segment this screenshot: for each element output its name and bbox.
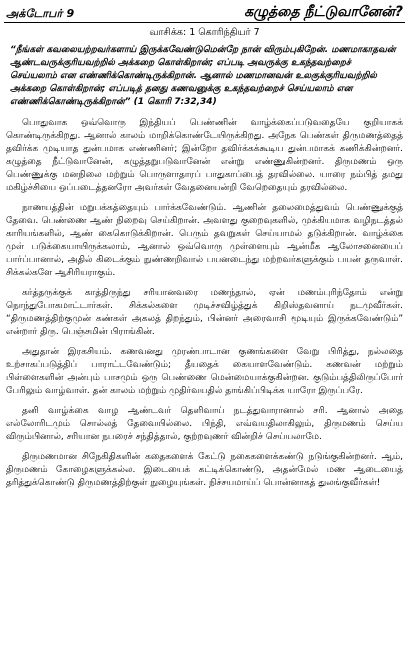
body-paragraph: கர்த்தருக்குக் காத்திருந்து சரியானவரை மணந்தால், ஏன் மணம்புரிந்தோம் என்று நொந்துபோகமாட்டார்கள். சிக்கல்களை முடிச்சவிழ்த்துக் கிறிஸ்தவனாய் நடமுவீர்கள். “திருமணத்திற்குமுன் கண்கள் அகலத் திறந்தும், பின்னர் அரைவாசி மூடியும் இருக்கவேண்டும்” என்றார் திரு. பெஞ்சமின் பிராங்கின். (6, 288, 403, 337)
key-verse: “நீங்கள் கவலையற்றவர்களாய் இருக்கவேண்டுமென்றே நான் விரும்புகிறேன். மணமாகாதவன் ஆண்டவருக்குரியவற்றில் அக்கறை கொள்கிறான்; எப்படி அவருக்கு உகந்தவற்றைச் செய்யலாம் என எண்ணிக்கொண்டிருக்கிறான். ஆனால் மணமானவன் உலகுக்குரியவற்றில் அக்கறை கொள்கிறான்; எப்படித் தனது கணவனுக்கு உகந்தவற்றைச் செய்யலாம் என எண்ணிக்கொண்டிருக்கிறான்” (1 கொரி 7:32,34) (10, 45, 396, 107)
body-paragraph: நாணயத்தின் மறுபக்கத்தையும் பார்க்கவேண்டும். ஆணின் தலைமைத்துவம் பெண்ணுக்குத் தேவை. பெண்ணை ஆண் நிறைவு செய்கிறான். அவளது குறைவுகளில், முக்கியமாக வழிநடத்தல் காரியங்களில், ஆண் கைகொடுக்கிறான். பெரும் தவறுகள் செய்யாமல் தடுக்கிறான். வாழ்க்கை முள் படுக்கையாயிருக்கலாம், ஆனால் ஒவ்வொரு முள்ளையும் ஆன்மீக ஆலோசனையைப் பார்ப்பானால், அதில் கிடைக்கும் நுண்ணறிவால் பயனடைந்து மற்றவர்களுக்கும் பயன் தருவாள். சிக்கல்களே ஆசிரியராகும். (6, 203, 403, 278)
header-divider (4, 22, 405, 23)
body-paragraph: தனி வாழ்க்கை வாழ ஆண்டவர் தெளிவாய் நடத்துவாரானால் சரி. ஆனால் அதை எல்லோரிடமும் சொல்லத் தேவையில்லை. பிந்தி, எவ்வயதிலாகிலும், திருமணம் செய்ய விரும்பினால், சரியான நபரைச் சந்தித்தால், குற்றவுணர் வின்றிச் செய்யலாமே. (6, 406, 403, 442)
body-paragraph: திருமணமான சிநேகிதிகளின் கதைகளைக் கேட்டு நகைகளைக்கண்டு நடுங்குகின்றனர். ஆம், திருமணம் கோழைகளுக்கல்ல. இடையைக் கட்டிக்கொண்டு, அதன்மேல் மண ஆடையைத் தரித்துக்கொண்டு திருமணத்திற்குள் நுழையுங்கள். நிச்சயமாய்ப் பொன்னாகத் துலங்குவீர்கள்! (6, 452, 403, 488)
page-header (4, 0, 405, 22)
body-paragraph: பொதுவாக ஒவ்வொரு இந்தியப் பெண்ணின் வாழ்க்கைப்படுவதையே குறியாகக் கொண்டிருக்கிறது. ஆனால் காலம் மாறிக்கொண்டேயிருக்கிறது. அநேக பெண்கள் திருமணத்தைத் தவிர்க்க முடியாத துன்பமாக எண்ணினர்; இன்றோ தவிர்க்கக்கூடிய துன்பமாகக் கணிக்கின்றனர். கழுத்தை நீட்டுவானேன், கழுத்தறுபடுவானேன் என்று எண்ணுகின்றனர். திருமணம் ஒரு பெண்ணுக்கு மனநிலை மற்றும் பொருளாதாரப் பாதுகாப்பைத் தரவில்லை. யாரை நம்பித் தமது மகிழ்ச்சியை ஒப்படைத்தனரோ அவர்கள் வேதனையன்றி வேறெதையும் தரவில்லை. (6, 118, 403, 193)
page-title: கழுத்தை நீட்டுவானேன்? (244, 4, 403, 20)
page-date: அக்டோபர் 9 (6, 7, 75, 20)
body-paragraph: அதுதான் இரகசியம். கணவனது முரண்பாடான குணங்களை வேறு பிரித்து, நல்லதை உற்சாகப்படுத்திப் பாராட்டவேண்டும்; தீயதைக் கையாளவேண்டும். கணவன் மற்றும் பிள்ளைகளின் அன்பும் பாசமும் ஒரு பெண்ணை மென்மையாக்குகின்றன. குடும்பத்திலிருப்போர் பேரிலும் வாழ்வாள். தன் காலம் மற்றும் முதிர்வயதில் தாங்கிப்பிடிக்க யாரோ இருப்பரே. (6, 347, 403, 396)
scripture-reading-reference: வாசிக்க: 1 கொரிந்தியர் 7 (149, 27, 260, 38)
